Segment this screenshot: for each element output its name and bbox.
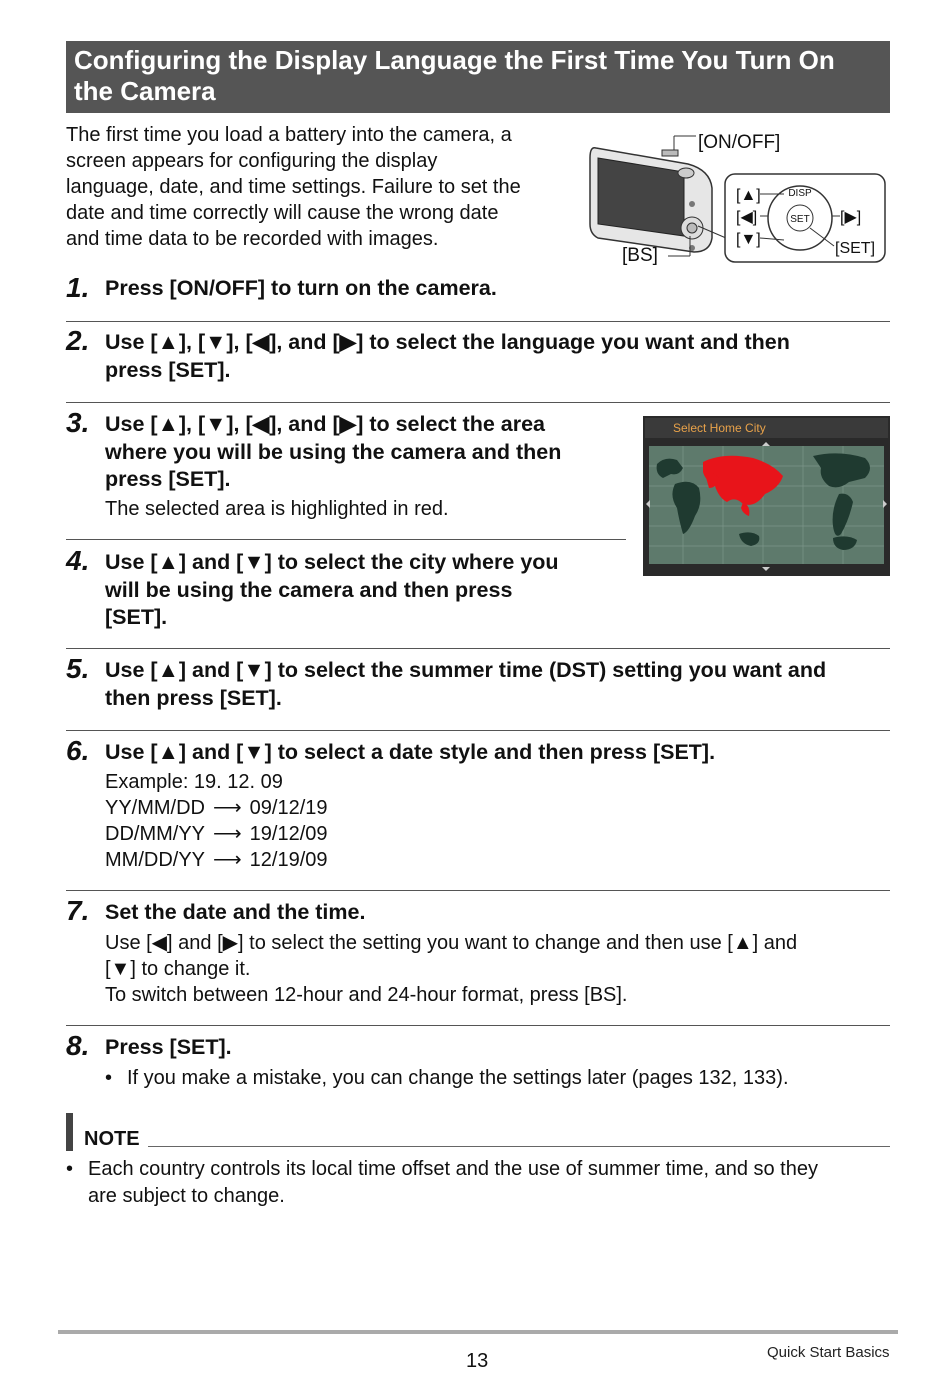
set-button-label: SET xyxy=(790,214,810,225)
date-format-row xyxy=(105,847,328,873)
camera-illustration xyxy=(588,128,888,270)
example-line: Example: 19. 12. 09 xyxy=(105,771,283,793)
note-text-line: are subject to change. xyxy=(88,1185,285,1207)
format-result: 09/12/19 xyxy=(249,797,328,819)
step-title-line: Use [▲] and [▼] to select the city where you xyxy=(105,550,559,574)
note-divider xyxy=(148,1146,890,1147)
step-body-line: If you make a mistake, you can change the settings later (pages 132, 133). xyxy=(127,1067,789,1089)
step-1 xyxy=(66,272,890,312)
step-number: 2. xyxy=(66,325,90,356)
step-2 xyxy=(66,327,890,391)
note-line-1 xyxy=(66,1156,890,1183)
format-style: DD/MM/YY xyxy=(105,823,205,845)
note-line-2 xyxy=(66,1183,890,1210)
disp-label: DISP xyxy=(788,188,812,199)
step-number: 5. xyxy=(66,653,90,684)
intro-line: and time data to be recorded with images. xyxy=(66,228,439,250)
divider xyxy=(66,648,890,649)
intro-line: date and time correctly will cause the wrong date xyxy=(66,202,499,224)
date-format-row xyxy=(105,795,328,821)
bullet-icon: • xyxy=(105,1067,113,1089)
heading-line-2: the Camera xyxy=(74,76,216,106)
intro-paragraph xyxy=(66,122,566,252)
divider xyxy=(66,321,890,322)
step-body-line: To switch between 12-hour and 24-hour format, press [BS]. xyxy=(105,984,628,1006)
step-title-line: Use [▲], [▼], [◀], and [▶] to select the area xyxy=(105,412,545,436)
right-label: [▶] xyxy=(840,209,862,226)
step-body xyxy=(105,1065,789,1091)
note-text-line: Each country controls its local time offset and the use of summer time, and so they xyxy=(88,1158,818,1180)
intro-line: screen appears for configuring the display xyxy=(66,150,438,172)
divider xyxy=(66,539,626,540)
step-title: Set the date and the time. xyxy=(105,900,366,924)
intro-line: The first time you load a battery into the camera, a xyxy=(66,124,512,146)
divider xyxy=(66,402,890,403)
step-title-line: will be using the camera and then press xyxy=(105,577,513,602)
arrow-right-icon: ⟶ xyxy=(213,823,242,845)
step-number: 8. xyxy=(66,1030,90,1061)
bullet-icon: • xyxy=(66,1158,74,1180)
step-title-line: [SET]. xyxy=(105,605,168,629)
date-format-row xyxy=(105,821,328,847)
intro-line: language, date, and time settings. Failure to set the xyxy=(66,176,521,198)
step-number: 1. xyxy=(66,272,90,303)
step-number: 6. xyxy=(66,735,90,766)
page-number: 13 xyxy=(466,1350,489,1372)
step-5 xyxy=(66,655,890,719)
step-body: The selected area is highlighted in red. xyxy=(105,498,449,520)
step-title xyxy=(105,329,790,384)
step-title xyxy=(105,411,561,494)
step-body xyxy=(105,769,328,873)
step-6 xyxy=(66,737,890,877)
step-title-line: Use [▲] and [▼] to select the summer time (DST) setting you want and xyxy=(105,658,827,682)
step-4 xyxy=(66,547,890,639)
note-bar xyxy=(66,1113,73,1151)
step-number: 4. xyxy=(66,545,90,576)
bs-label: [BS] xyxy=(622,245,658,266)
up-label: [▲] xyxy=(736,187,761,204)
divider xyxy=(66,890,890,891)
step-title-line: press [SET]. xyxy=(105,357,231,382)
section-heading xyxy=(66,41,890,113)
down-label: [▼] xyxy=(736,231,761,248)
step-number: 7. xyxy=(66,895,90,926)
step-title: Press [ON/OFF] to turn on the camera. xyxy=(105,276,497,300)
footer-section-label: Quick Start Basics xyxy=(767,1344,890,1361)
set-label: [SET] xyxy=(835,240,876,257)
screen-title: Select Home City xyxy=(673,421,766,435)
footer-rule xyxy=(58,1330,898,1334)
step-title xyxy=(105,549,559,632)
step-title: Press [SET]. xyxy=(105,1035,232,1059)
step-body xyxy=(105,930,797,1008)
step-title-line: Use [▲], [▼], [◀], and [▶] to select the language you want and then xyxy=(105,330,790,354)
format-result: 19/12/09 xyxy=(249,823,328,845)
step-title: Use [▲] and [▼] to select a date style and then press [SET]. xyxy=(105,740,716,764)
divider xyxy=(66,730,890,731)
step-body-line: Use [◀] and [▶] to select the setting you want to change and then use [▲] and xyxy=(105,932,798,954)
step-title xyxy=(105,657,826,712)
step-7 xyxy=(66,897,890,1017)
heading-line-1: Configuring the Display Language the First Time You Turn On xyxy=(74,45,835,75)
step-title-line: press [SET]. xyxy=(105,467,231,491)
format-style: MM/DD/YY xyxy=(105,849,205,871)
note-label: NOTE xyxy=(84,1128,140,1150)
step-title-line: then press [SET]. xyxy=(105,685,282,710)
format-result: 12/19/09 xyxy=(249,849,328,871)
arrow-right-icon: ⟶ xyxy=(213,797,242,819)
on-off-label: [ON/OFF] xyxy=(698,132,781,153)
left-label: [◀] xyxy=(736,209,758,226)
arrow-right-icon: ⟶ xyxy=(213,849,242,871)
divider xyxy=(66,1025,890,1026)
control-pad-callout xyxy=(725,174,885,262)
note-text xyxy=(66,1156,890,1210)
camera-body xyxy=(590,148,712,252)
step-8 xyxy=(66,1032,890,1096)
step-title-line: where you will be using the camera and then xyxy=(105,439,562,464)
format-style: YY/MM/DD xyxy=(105,797,205,819)
step-number: 3. xyxy=(66,407,90,438)
step-body-line: [▼] to change it. xyxy=(105,958,251,980)
